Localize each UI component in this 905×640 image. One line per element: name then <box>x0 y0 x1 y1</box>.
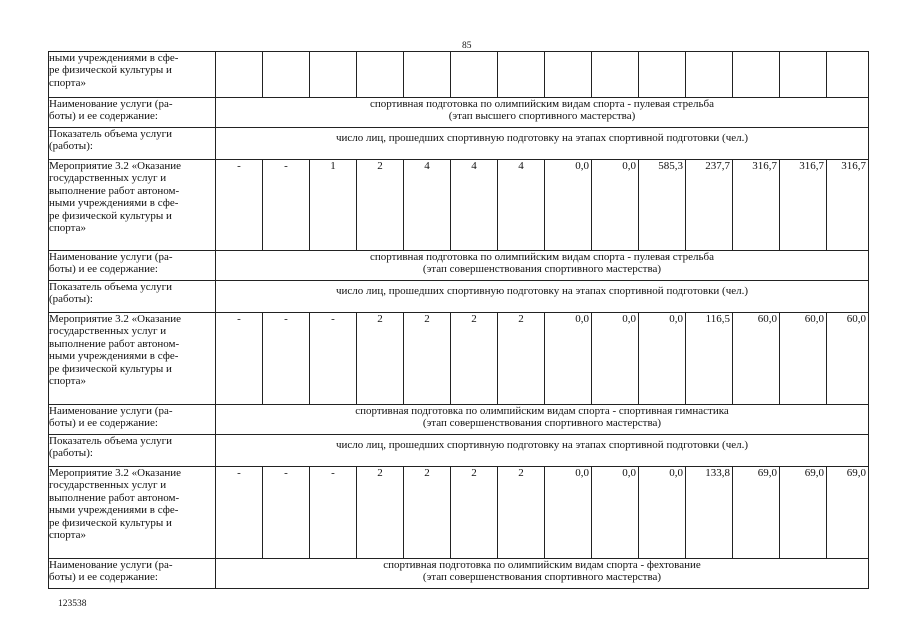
value-cell: - <box>263 313 310 405</box>
table-row-service <box>49 559 869 589</box>
value-cell <box>733 52 780 98</box>
service-description <box>216 98 869 128</box>
table-row-measure <box>49 313 869 405</box>
value-cell <box>639 52 686 98</box>
value-cell: - <box>310 467 357 559</box>
value-cell: 2 <box>498 313 545 405</box>
table-row-measure <box>49 467 869 559</box>
table-row-indicator <box>49 281 869 313</box>
value-cell: - <box>263 467 310 559</box>
table-row-service <box>49 405 869 435</box>
value-cell <box>357 52 404 98</box>
service-description <box>216 251 869 281</box>
volume-indicator: число лиц, прошедших спортивную подготовку на этапах спортивной подготовки (чел.) <box>216 435 869 467</box>
row-label <box>49 251 216 281</box>
value-cell: 69,0 <box>733 467 780 559</box>
table-row-indicator <box>49 128 869 160</box>
service-stage: (этап совершенствования спортивного мастерства) <box>422 571 662 584</box>
row-label <box>49 98 216 128</box>
value-cell: 316,7 <box>733 160 780 251</box>
document-code: 123538 <box>58 599 87 609</box>
service-name: спортивная подготовка по олимпийским видам спорта - пулевая стрельба <box>370 251 714 263</box>
row-label <box>49 467 216 559</box>
value-cell: 0,0 <box>592 160 639 251</box>
row-label <box>49 435 216 467</box>
value-cell: 4 <box>451 160 498 251</box>
page-number: 85 <box>462 41 472 51</box>
value-cell: 2 <box>404 467 451 559</box>
value-cell: 2 <box>498 467 545 559</box>
table-row-service <box>49 251 869 281</box>
value-cell: 316,7 <box>780 160 827 251</box>
value-cell <box>451 52 498 98</box>
row-label-text: Наименование услуги (ра- боты) и ее содержание: <box>49 98 173 123</box>
value-cell: 116,5 <box>686 313 733 405</box>
value-cell: 2 <box>404 313 451 405</box>
value-cell <box>780 52 827 98</box>
value-cell: 2 <box>357 467 404 559</box>
value-cell: - <box>216 160 263 251</box>
service-name: спортивная подготовка по олимпийским видам спорта - пулевая стрельба <box>370 98 714 110</box>
value-cell: 2 <box>357 313 404 405</box>
row-label <box>49 160 216 251</box>
row-label <box>49 559 216 589</box>
row-label-text: ными учреждениями в сфе- ре физической культуры и спорта» <box>49 52 179 89</box>
value-cell <box>404 52 451 98</box>
value-cell: 0,0 <box>639 467 686 559</box>
volume-indicator: число лиц, прошедших спортивную подготовку на этапах спортивной подготовки (чел.) <box>216 281 869 313</box>
value-cell: 4 <box>404 160 451 251</box>
value-cell: - <box>310 313 357 405</box>
value-cell: 60,0 <box>733 313 780 405</box>
value-cell: 1 <box>310 160 357 251</box>
service-stage: (этап совершенствования спортивного мастерства) <box>422 417 662 430</box>
value-cell <box>310 52 357 98</box>
row-label <box>49 281 216 313</box>
row-label-text: Показатель объема услуги (работы): <box>49 281 173 306</box>
value-cell: - <box>216 313 263 405</box>
value-cell: 2 <box>357 160 404 251</box>
row-label <box>49 313 216 405</box>
row-label <box>49 405 216 435</box>
service-stage: (этап совершенствования спортивного мастерства) <box>422 263 662 276</box>
value-cell: 0,0 <box>545 160 592 251</box>
value-cell: 237,7 <box>686 160 733 251</box>
value-cell <box>686 52 733 98</box>
value-cell: 0,0 <box>592 313 639 405</box>
row-label-text: Наименование услуги (ра- боты) и ее содержание: <box>49 559 173 584</box>
value-cell: 133,8 <box>686 467 733 559</box>
value-cell <box>592 52 639 98</box>
value-cell <box>263 52 310 98</box>
service-name: спортивная подготовка по олимпийским видам спорта - спортивная гимнастика <box>355 405 729 417</box>
row-label <box>49 52 216 98</box>
row-label-text: Мероприятие 3.2 «Оказание государственных услуг и выполнение работ автоном- ными учреждениями в сфе- ре физической культуры и спорта» <box>49 467 182 542</box>
value-cell: - <box>263 160 310 251</box>
service-description <box>216 405 869 435</box>
value-cell: 2 <box>451 467 498 559</box>
value-cell <box>216 52 263 98</box>
table-row-measure-tail <box>49 52 869 98</box>
value-cell <box>545 52 592 98</box>
value-cell <box>827 52 869 98</box>
value-cell: 60,0 <box>780 313 827 405</box>
value-cell: 60,0 <box>827 313 869 405</box>
value-cell: 0,0 <box>545 467 592 559</box>
table-row-service <box>49 98 869 128</box>
service-name: спортивная подготовка по олимпийским видам спорта - фехтование <box>383 559 701 571</box>
value-cell: 2 <box>451 313 498 405</box>
row-label-text: Наименование услуги (ра- боты) и ее содержание: <box>49 251 173 276</box>
row-label <box>49 128 216 160</box>
volume-indicator: число лиц, прошедших спортивную подготовку на этапах спортивной подготовки (чел.) <box>216 128 869 160</box>
row-label-text: Показатель объема услуги (работы): <box>49 128 173 153</box>
value-cell: 69,0 <box>780 467 827 559</box>
service-description <box>216 559 869 589</box>
value-cell: 0,0 <box>592 467 639 559</box>
row-label-text: Мероприятие 3.2 «Оказание государственных услуг и выполнение работ автоном- ными учреждениями в сфе- ре физической культуры и спорта» <box>49 313 182 388</box>
value-cell: 0,0 <box>545 313 592 405</box>
service-stage: (этап высшего спортивного мастерства) <box>448 110 636 123</box>
value-cell <box>498 52 545 98</box>
table-row-measure <box>49 160 869 251</box>
row-label-text: Показатель объема услуги (работы): <box>49 435 173 460</box>
value-cell: 316,7 <box>827 160 869 251</box>
row-label-text: Мероприятие 3.2 «Оказание государственных услуг и выполнение работ автоном- ными учреждениями в сфе- ре физической культуры и спорта» <box>49 160 182 235</box>
value-cell: 69,0 <box>827 467 869 559</box>
value-cell: 4 <box>498 160 545 251</box>
table-body <box>49 52 869 589</box>
row-label-text: Наименование услуги (ра- боты) и ее содержание: <box>49 405 173 430</box>
value-cell: 585,3 <box>639 160 686 251</box>
value-cell: 0,0 <box>639 313 686 405</box>
value-cell: - <box>216 467 263 559</box>
table-row-indicator <box>49 435 869 467</box>
budget-services-table <box>48 51 869 589</box>
